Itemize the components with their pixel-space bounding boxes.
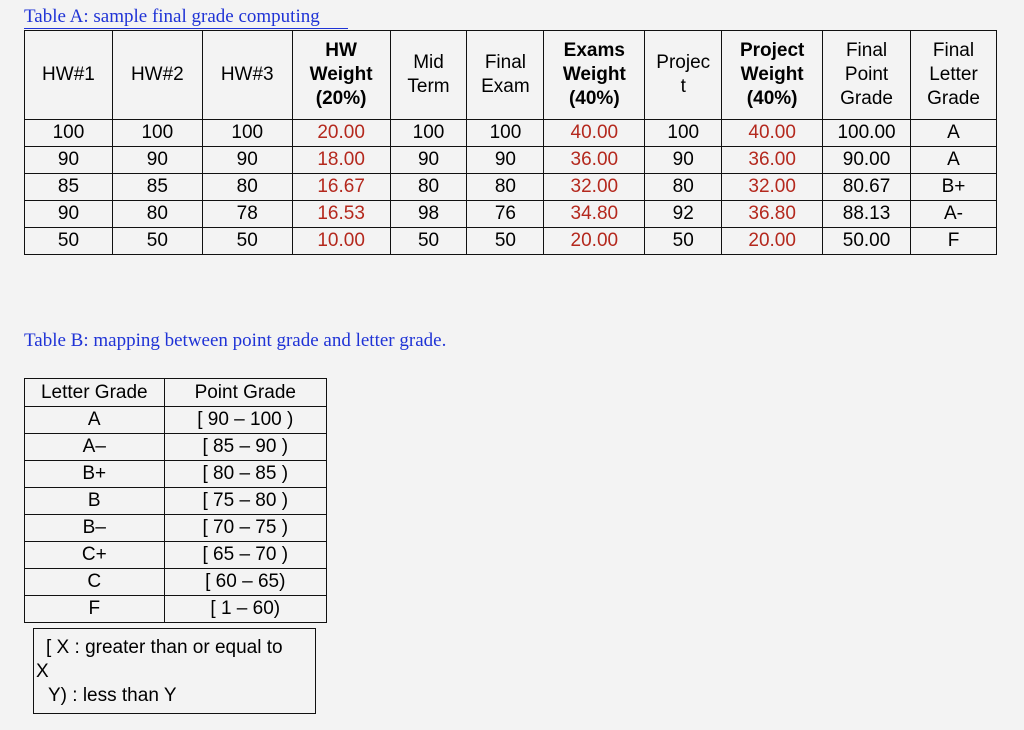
table-cell: 18.00	[292, 147, 390, 174]
table-cell: 50	[202, 228, 292, 255]
header-line: Letter	[929, 64, 978, 85]
table-cell: C	[25, 569, 165, 596]
table-cell: B+	[25, 461, 165, 488]
table-cell: A-	[911, 201, 997, 228]
table-cell: 40.00	[722, 120, 823, 147]
table-cell: 80	[390, 174, 467, 201]
table-cell: C+	[25, 542, 165, 569]
table-cell: 88.13	[823, 201, 911, 228]
table-cell: 16.53	[292, 201, 390, 228]
table-row	[25, 542, 327, 569]
table-cell: 20.00	[722, 228, 823, 255]
table-a-header-cell	[645, 31, 722, 120]
header-line: (40%)	[568, 88, 620, 109]
table-b-header-row	[25, 379, 327, 407]
legend-line-1: [ X : greater than or equal to	[46, 637, 283, 658]
table-cell: [ 85 – 90 )	[164, 434, 326, 461]
table-cell: A	[25, 407, 165, 434]
header-line: Point	[844, 64, 889, 85]
table-cell: A–	[25, 434, 165, 461]
table-cell: 32.00	[544, 174, 645, 201]
header-line: Mid	[413, 52, 444, 73]
table-cell: F	[911, 228, 997, 255]
table-cell: 80.67	[823, 174, 911, 201]
header-line: Weight	[562, 64, 626, 85]
table-b-header-cell: Point Grade	[164, 379, 326, 407]
table-cell: 50	[25, 228, 113, 255]
header-line: Weight	[740, 64, 804, 85]
table-a-header-cell	[112, 31, 202, 120]
table-cell: 80	[467, 174, 544, 201]
table-cell: 50	[112, 228, 202, 255]
table-cell: 85	[25, 174, 113, 201]
table-cell: 16.67	[292, 174, 390, 201]
table-a-header-cell	[544, 31, 645, 120]
table-cell: 80	[202, 174, 292, 201]
table-cell: A	[911, 120, 997, 147]
table-cell: 98	[390, 201, 467, 228]
table-cell: 76	[467, 201, 544, 228]
table-cell: 85	[112, 174, 202, 201]
table-cell: 90	[25, 147, 113, 174]
table-cell: 10.00	[292, 228, 390, 255]
table-cell: [ 65 – 70 )	[164, 542, 326, 569]
table-cell: 100	[202, 120, 292, 147]
legend-line-3: Y) : less than Y	[48, 685, 177, 706]
table-cell: 20.00	[544, 228, 645, 255]
table-cell: 50	[390, 228, 467, 255]
header-line: Grade	[927, 88, 980, 109]
table-cell: [ 70 – 75 )	[164, 515, 326, 542]
table-row	[25, 201, 997, 228]
table-a-header-cell	[292, 31, 390, 120]
table-cell: [ 75 – 80 )	[164, 488, 326, 515]
table-b-header-cell: Letter Grade	[25, 379, 165, 407]
table-row	[25, 120, 997, 147]
header-line: HW#3	[220, 64, 274, 85]
table-b-grade-mapping	[24, 378, 327, 623]
table-a-body	[25, 120, 997, 255]
table-cell: 90.00	[823, 147, 911, 174]
table-a-header-cell	[467, 31, 544, 120]
header-line: Term	[407, 76, 450, 97]
table-cell: 50.00	[823, 228, 911, 255]
table-cell: 90	[112, 147, 202, 174]
table-row	[25, 407, 327, 434]
table-a-grade-computing	[24, 30, 997, 255]
table-row	[25, 515, 327, 542]
table-a-caption: Table A: sample final grade computing	[24, 6, 320, 27]
table-row	[25, 461, 327, 488]
table-b-caption: Table B: mapping between point grade and letter grade.	[24, 330, 447, 351]
table-a-header-cell	[823, 31, 911, 120]
table-a-caption-underline	[24, 28, 348, 29]
table-cell: 20.00	[292, 120, 390, 147]
header-line: Grade	[840, 88, 893, 109]
table-cell: 100	[112, 120, 202, 147]
table-cell: 92	[645, 201, 722, 228]
table-a-header-cell	[25, 31, 113, 120]
header-line: HW#1	[42, 64, 95, 85]
table-cell: 90	[467, 147, 544, 174]
table-row	[25, 569, 327, 596]
table-cell: 34.80	[544, 201, 645, 228]
table-cell: 36.00	[722, 147, 823, 174]
table-row	[25, 174, 997, 201]
table-a-header-cell	[722, 31, 823, 120]
table-cell: 50	[645, 228, 722, 255]
table-a-header-row	[25, 31, 997, 120]
header-line: Projec	[656, 52, 711, 73]
table-cell: 100	[25, 120, 113, 147]
table-cell: 100	[390, 120, 467, 147]
table-row	[25, 434, 327, 461]
header-line: HW#2	[130, 64, 184, 85]
table-cell: [ 60 – 65)	[164, 569, 326, 596]
table-cell: 80	[112, 201, 202, 228]
table-a-header-cell	[911, 31, 997, 120]
table-a-header-cell	[390, 31, 467, 120]
table-cell: 32.00	[722, 174, 823, 201]
table-row	[25, 596, 327, 623]
table-b-body	[25, 407, 327, 623]
table-cell: 90	[645, 147, 722, 174]
table-cell: 90	[390, 147, 467, 174]
header-line: HW	[325, 40, 357, 61]
table-a-header-cell	[202, 31, 292, 120]
table-cell: B	[25, 488, 165, 515]
table-cell: 90	[25, 201, 113, 228]
header-line: Exam	[481, 76, 530, 97]
table-cell: 36.80	[722, 201, 823, 228]
table-cell: F	[25, 596, 165, 623]
header-line: Final	[484, 52, 526, 73]
table-cell: 40.00	[544, 120, 645, 147]
header-line: t	[680, 76, 686, 97]
table-cell: 100.00	[823, 120, 911, 147]
header-line: Final	[845, 40, 888, 61]
table-cell: [ 80 – 85 )	[164, 461, 326, 488]
header-line: Final	[932, 40, 975, 61]
table-cell: B–	[25, 515, 165, 542]
table-row	[25, 488, 327, 515]
table-cell: 50	[467, 228, 544, 255]
table-row	[25, 147, 997, 174]
table-cell: 80	[645, 174, 722, 201]
table-cell: 90	[202, 147, 292, 174]
header-line: Exams	[563, 40, 625, 61]
table-cell: 100	[467, 120, 544, 147]
legend-line-2: X	[36, 661, 49, 682]
table-cell: B+	[911, 174, 997, 201]
header-line: (20%)	[315, 88, 367, 109]
table-cell: 100	[645, 120, 722, 147]
table-cell: A	[911, 147, 997, 174]
notation-legend	[33, 628, 316, 714]
header-line: Project	[739, 40, 805, 61]
table-cell: 78	[202, 201, 292, 228]
header-line: (40%)	[746, 88, 798, 109]
table-cell: [ 1 – 60)	[164, 596, 326, 623]
table-cell: 36.00	[544, 147, 645, 174]
table-row	[25, 228, 997, 255]
table-cell: [ 90 – 100 )	[164, 407, 326, 434]
header-line: Weight	[309, 64, 373, 85]
